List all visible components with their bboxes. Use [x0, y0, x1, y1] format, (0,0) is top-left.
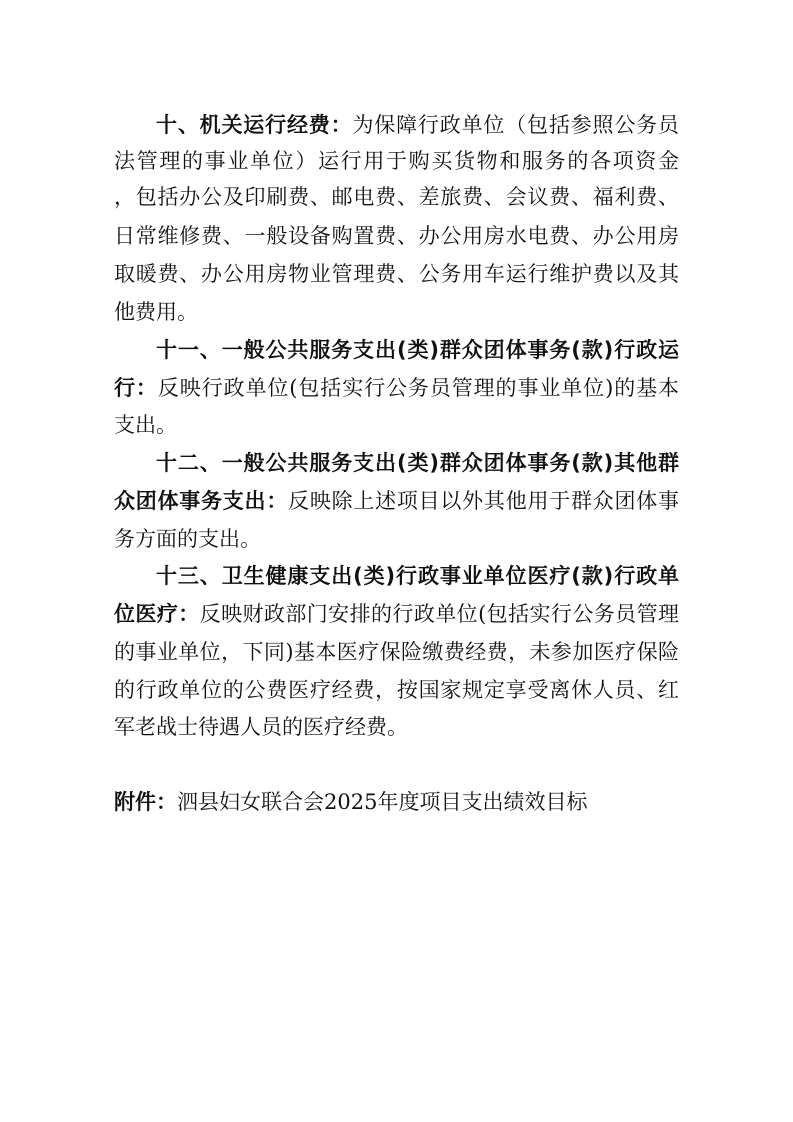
section-10-line-3: ，包括办公及印刷费、邮电费、差旅费、会议费、福利费、 — [114, 185, 679, 209]
section-12-line-1 — [156, 448, 679, 478]
section-10-line-4: 日常维修费、一般设备购置费、办公用房水电费、办公用房 — [114, 224, 679, 248]
attachment-title: 泗县妇女联合会2025年度项目支出绩效目标 — [177, 790, 588, 814]
attachment-label: 附件： — [114, 790, 177, 814]
section-13-line-2: 位医疗：反映财政部门安排的行政单位(包括实行公务员管理 — [114, 602, 679, 626]
section-12-line-2: 众团体事务支出：反映除上述项目以外其他用于群众团体事 — [114, 489, 680, 513]
section-12-heading: 十二、一般公共服务支出(类)群众团体事务(款)其他群 — [156, 451, 679, 475]
section-10-heading: 十、机关运行经费： — [156, 113, 353, 137]
section-13-line-4: 的行政单位的公费医疗经费，按国家规定享受离休人员、红 — [114, 678, 679, 702]
section-11-line-3: 支出。 — [114, 413, 177, 437]
section-13-line-3: 的事业单位，下同)基本医疗保险缴费经费，未参加医疗保险 — [114, 640, 679, 664]
section-10-line-2: 法管理的事业单位）运行用于购买货物和服务的各项资金 — [114, 149, 679, 173]
section-12-line-3: 务方面的支出。 — [114, 527, 261, 551]
section-11-line-2: 行：反映行政单位(包括实行公务员管理的事业单位)的基本 — [114, 376, 680, 400]
section-13-line-5: 军老战士待遇人员的医疗经费。 — [114, 715, 408, 739]
section-13-heading: 十三、卫生健康支出(类)行政事业单位医疗(款)行政单 — [156, 564, 679, 588]
attachment-line — [114, 787, 587, 817]
section-10-line-1: 十、机关运行经费：为保障行政单位（包括参照公务员 — [156, 113, 680, 137]
section-10-line-5: 取暖费、办公用房物业管理费、公务用车运行维护费以及其 — [114, 262, 679, 286]
section-11-heading: 十一、一般公共服务支出(类)群众团体事务(款)行政运 — [156, 338, 679, 362]
section-10-line-6: 他费用。 — [114, 300, 198, 324]
section-11-line-1 — [156, 335, 679, 365]
section-13-line-1 — [156, 561, 679, 591]
